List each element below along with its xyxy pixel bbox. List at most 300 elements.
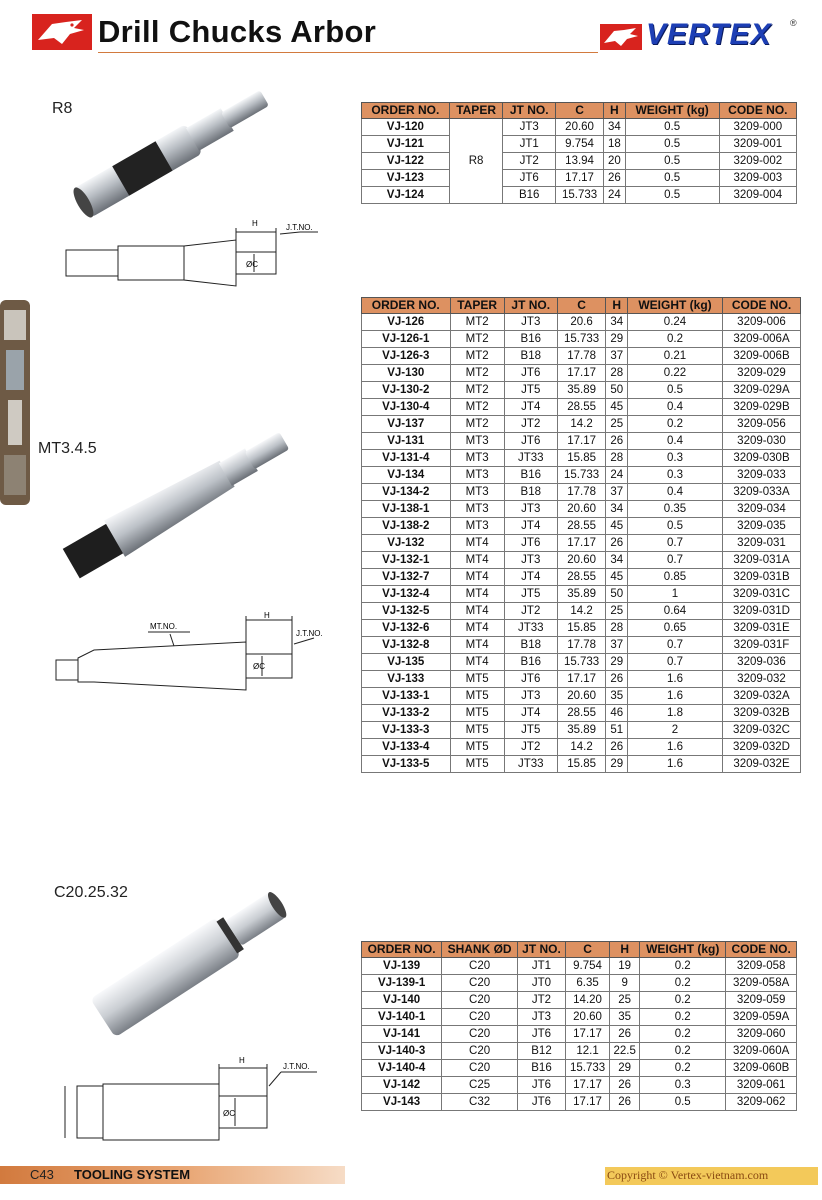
table-cell: MT5 xyxy=(450,705,504,722)
table-cell: JT4 xyxy=(504,518,557,535)
column-header: JT NO. xyxy=(518,942,566,958)
table-cell: 3209-029A xyxy=(722,382,800,399)
table-cell: 9.754 xyxy=(565,958,609,975)
table-cell: 0.7 xyxy=(628,654,723,671)
table-cell: JT6 xyxy=(518,1026,566,1043)
table-cell: JT5 xyxy=(504,586,557,603)
table-row xyxy=(362,348,801,365)
table-cell: 50 xyxy=(606,382,628,399)
table-cell: JT33 xyxy=(504,620,557,637)
table-cell: 0.7 xyxy=(628,552,723,569)
table-cell: B16 xyxy=(504,654,557,671)
table-cell: 3209-003 xyxy=(719,170,796,187)
column-header: JT NO. xyxy=(503,103,555,119)
table-row xyxy=(362,671,801,688)
table-cell: 0.7 xyxy=(628,637,723,654)
table-row xyxy=(362,433,801,450)
table-cell: JT2 xyxy=(503,153,555,170)
table-cell: 26 xyxy=(604,170,625,187)
table-cell: 0.2 xyxy=(628,416,723,433)
table-cell: 3209-030B xyxy=(722,450,800,467)
table-cell: 3209-062 xyxy=(726,1094,797,1111)
table-cell: 35.89 xyxy=(557,722,606,739)
column-header: TAPER xyxy=(449,103,503,119)
table-cell: JT6 xyxy=(504,433,557,450)
table-cell: 0.65 xyxy=(628,620,723,637)
table-cell: 37 xyxy=(606,348,628,365)
table-cell: C20 xyxy=(442,975,518,992)
table-cell: 3209-030 xyxy=(722,433,800,450)
table-cell: 1 xyxy=(628,586,723,603)
table-cell: 3209-032C xyxy=(722,722,800,739)
table-row xyxy=(362,153,797,170)
table-cell: 0.21 xyxy=(628,348,723,365)
table-cell: 14.2 xyxy=(557,739,606,756)
table-cell: 17.78 xyxy=(557,484,606,501)
c-spec-table xyxy=(361,941,797,1111)
table-cell: 3209-032A xyxy=(722,688,800,705)
table-cell: JT6 xyxy=(518,1077,566,1094)
table-cell: 3209-056 xyxy=(722,416,800,433)
table-cell: VJ-132-7 xyxy=(362,569,451,586)
table-cell: 20.6 xyxy=(557,314,606,331)
table-cell: VJ-140-1 xyxy=(362,1009,442,1026)
table-cell: JT2 xyxy=(504,416,557,433)
table-cell: MT2 xyxy=(450,314,504,331)
table-cell: MT4 xyxy=(450,620,504,637)
table-row xyxy=(362,416,801,433)
table-cell: VJ-132-5 xyxy=(362,603,451,620)
table-row xyxy=(362,331,801,348)
table-cell: VJ-120 xyxy=(362,119,450,136)
table-row xyxy=(362,136,797,153)
column-header: CODE NO. xyxy=(726,942,797,958)
table-row xyxy=(362,552,801,569)
table-cell: 3209-031D xyxy=(722,603,800,620)
table-cell: JT3 xyxy=(504,552,557,569)
table-cell: 15.733 xyxy=(557,654,606,671)
table-cell: 0.85 xyxy=(628,569,723,586)
table-cell: JT6 xyxy=(504,535,557,552)
table-cell: 34 xyxy=(606,552,628,569)
table-cell: 3209-001 xyxy=(719,136,796,153)
table-cell: 20.60 xyxy=(557,501,606,518)
table-cell: VJ-126-3 xyxy=(362,348,451,365)
table-row xyxy=(362,654,801,671)
table-cell: VJ-126 xyxy=(362,314,451,331)
table-cell: 28.55 xyxy=(557,705,606,722)
table-cell: 20 xyxy=(604,153,625,170)
table-cell: 17.78 xyxy=(557,348,606,365)
table-cell: 17.17 xyxy=(557,535,606,552)
table-cell: 0.5 xyxy=(625,119,719,136)
table-cell: 51 xyxy=(606,722,628,739)
table-cell: 20.60 xyxy=(557,552,606,569)
table-cell: MT3 xyxy=(450,501,504,518)
table-cell: VJ-140-4 xyxy=(362,1060,442,1077)
table-cell: 25 xyxy=(606,416,628,433)
table-cell: 0.5 xyxy=(625,187,719,204)
brand-logo xyxy=(600,20,800,56)
table-cell: 15.85 xyxy=(557,756,606,773)
table-cell: 3209-029 xyxy=(722,365,800,382)
r8-dimension-drawing xyxy=(60,210,330,300)
mt-c-label: ØC xyxy=(253,662,265,671)
table-cell: 15.733 xyxy=(557,331,606,348)
column-header: ORDER NO. xyxy=(362,942,442,958)
table-cell: 0.2 xyxy=(640,1009,726,1026)
table-cell: 29 xyxy=(606,331,628,348)
r8-spec-table xyxy=(361,102,797,204)
table-cell: 46 xyxy=(606,705,628,722)
table-cell: VJ-122 xyxy=(362,153,450,170)
table-cell: 3209-006A xyxy=(722,331,800,348)
table-row xyxy=(362,992,797,1009)
page-title: Drill Chucks Arbor xyxy=(98,14,377,49)
table-cell: 6.35 xyxy=(565,975,609,992)
table-row xyxy=(362,688,801,705)
table-cell: 50 xyxy=(606,586,628,603)
r8-c-label: ØC xyxy=(246,260,258,269)
table-row xyxy=(362,637,801,654)
table-cell: 3209-058 xyxy=(726,958,797,975)
table-cell: VJ-139 xyxy=(362,958,442,975)
table-cell: 9 xyxy=(610,975,640,992)
table-cell: MT4 xyxy=(450,569,504,586)
table-row xyxy=(362,603,801,620)
table-cell: 45 xyxy=(606,569,628,586)
column-header: WEIGHT (kg) xyxy=(628,298,723,314)
table-cell: 35.89 xyxy=(557,382,606,399)
table-cell: 24 xyxy=(604,187,625,204)
column-header: C xyxy=(557,298,606,314)
table-cell: C20 xyxy=(442,1009,518,1026)
table-cell: 3209-031F xyxy=(722,637,800,654)
table-cell: JT5 xyxy=(504,382,557,399)
mt-arbor-photo xyxy=(45,420,315,585)
column-header: C xyxy=(555,103,603,119)
table-cell: 3209-006 xyxy=(722,314,800,331)
table-cell: 3209-033 xyxy=(722,467,800,484)
table-cell: 3209-036 xyxy=(722,654,800,671)
table-cell: MT3 xyxy=(450,518,504,535)
table-row xyxy=(362,958,797,975)
column-header: C xyxy=(565,942,609,958)
column-header: WEIGHT (kg) xyxy=(640,942,726,958)
table-cell: 26 xyxy=(610,1026,640,1043)
table-cell: 3209-031A xyxy=(722,552,800,569)
table-cell: VJ-123 xyxy=(362,170,450,187)
table-cell: 14.2 xyxy=(557,416,606,433)
r8-jt-label: J.T.NO. xyxy=(286,223,313,232)
table-cell: JT6 xyxy=(518,1094,566,1111)
table-cell: VJ-134 xyxy=(362,467,451,484)
table-cell: MT4 xyxy=(450,603,504,620)
table-cell: JT33 xyxy=(504,450,557,467)
table-cell: JT3 xyxy=(504,688,557,705)
table-cell: VJ-131 xyxy=(362,433,451,450)
table-cell: MT4 xyxy=(450,637,504,654)
table-cell: 0.4 xyxy=(628,399,723,416)
table-row xyxy=(362,119,797,136)
column-header: H xyxy=(610,942,640,958)
c-arbor-photo xyxy=(70,880,330,1030)
table-cell: 0.2 xyxy=(640,975,726,992)
table-cell: 17.17 xyxy=(555,170,603,187)
table-cell: JT3 xyxy=(504,314,557,331)
table-cell: 0.2 xyxy=(640,958,726,975)
table-row xyxy=(362,399,801,416)
table-cell: VJ-138-2 xyxy=(362,518,451,535)
table-cell: 3209-031C xyxy=(722,586,800,603)
table-cell: 0.5 xyxy=(640,1094,726,1111)
table-cell: 34 xyxy=(604,119,625,136)
table-cell: B16 xyxy=(504,331,557,348)
mt-no-label: MT.NO. xyxy=(150,622,178,631)
table-cell: MT2 xyxy=(450,382,504,399)
table-cell: 19 xyxy=(610,958,640,975)
table-row xyxy=(362,705,801,722)
table-cell: 13.94 xyxy=(555,153,603,170)
table-cell: JT2 xyxy=(504,603,557,620)
table-cell: B18 xyxy=(504,484,557,501)
table-cell: 35.89 xyxy=(557,586,606,603)
table-cell: C20 xyxy=(442,1043,518,1060)
table-cell: 28.55 xyxy=(557,569,606,586)
table-cell: 0.5 xyxy=(628,382,723,399)
table-cell: 45 xyxy=(606,399,628,416)
table-cell: MT2 xyxy=(450,331,504,348)
column-header: CODE NO. xyxy=(722,298,800,314)
table-cell: 45 xyxy=(606,518,628,535)
table-cell: JT4 xyxy=(504,705,557,722)
table-cell: VJ-142 xyxy=(362,1077,442,1094)
table-cell: VJ-140-3 xyxy=(362,1043,442,1060)
table-cell: JT2 xyxy=(504,739,557,756)
table-cell: 24 xyxy=(606,467,628,484)
table-cell: 25 xyxy=(606,603,628,620)
table-cell: 37 xyxy=(606,637,628,654)
table-cell: VJ-133-5 xyxy=(362,756,451,773)
r8-h-label: H xyxy=(252,219,258,228)
table-cell: 0.64 xyxy=(628,603,723,620)
table-row xyxy=(362,170,797,187)
table-cell: 0.2 xyxy=(640,992,726,1009)
table-cell: 17.17 xyxy=(557,365,606,382)
table-cell: 17.17 xyxy=(565,1094,609,1111)
table-cell: MT3 xyxy=(450,467,504,484)
table-cell: 28.55 xyxy=(557,518,606,535)
table-cell: C25 xyxy=(442,1077,518,1094)
table-cell: VJ-138-1 xyxy=(362,501,451,518)
table-cell: MT4 xyxy=(450,552,504,569)
taper-merged-cell: R8 xyxy=(449,119,503,204)
table-cell: MT5 xyxy=(450,671,504,688)
table-cell: VJ-133-3 xyxy=(362,722,451,739)
table-cell: 3209-034 xyxy=(722,501,800,518)
table-row xyxy=(362,314,801,331)
table-cell: VJ-132-6 xyxy=(362,620,451,637)
table-cell: 0.22 xyxy=(628,365,723,382)
mt-jt-label: J.T.NO. xyxy=(296,629,323,638)
eagle-logo-icon xyxy=(32,14,92,50)
table-cell: 17.17 xyxy=(557,433,606,450)
table-cell: VJ-135 xyxy=(362,654,451,671)
table-cell: 26 xyxy=(606,739,628,756)
table-cell: VJ-130-2 xyxy=(362,382,451,399)
table-row xyxy=(362,365,801,382)
table-cell: JT4 xyxy=(504,569,557,586)
r8-arbor-photo xyxy=(55,80,295,210)
table-row xyxy=(362,535,801,552)
table-cell: C20 xyxy=(442,958,518,975)
table-cell: VJ-124 xyxy=(362,187,450,204)
table-cell: 0.5 xyxy=(625,153,719,170)
table-cell: 3209-032 xyxy=(722,671,800,688)
table-cell: 28 xyxy=(606,620,628,637)
table-cell: VJ-131-4 xyxy=(362,450,451,467)
table-row xyxy=(362,1077,797,1094)
table-cell: 0.24 xyxy=(628,314,723,331)
table-row xyxy=(362,975,797,992)
table-cell: MT5 xyxy=(450,756,504,773)
column-header: ORDER NO. xyxy=(362,103,450,119)
table-cell: B18 xyxy=(504,637,557,654)
table-cell: VJ-132 xyxy=(362,535,451,552)
table-cell: 3209-031 xyxy=(722,535,800,552)
table-cell: JT4 xyxy=(504,399,557,416)
table-cell: VJ-130-4 xyxy=(362,399,451,416)
table-cell: 0.3 xyxy=(628,467,723,484)
table-cell: 35 xyxy=(610,1009,640,1026)
column-header: CODE NO. xyxy=(719,103,796,119)
table-cell: 3209-059A xyxy=(726,1009,797,1026)
table-cell: 3209-032E xyxy=(722,756,800,773)
table-cell: JT6 xyxy=(503,170,555,187)
table-cell: B12 xyxy=(518,1043,566,1060)
table-cell: 0.4 xyxy=(628,433,723,450)
column-header: H xyxy=(606,298,628,314)
table-cell: JT5 xyxy=(504,722,557,739)
table-cell: MT2 xyxy=(450,348,504,365)
table-cell: MT3 xyxy=(450,433,504,450)
table-cell: B18 xyxy=(504,348,557,365)
table-cell: 17.78 xyxy=(557,637,606,654)
table-cell: 3209-060A xyxy=(726,1043,797,1060)
table-cell: VJ-132-1 xyxy=(362,552,451,569)
table-row xyxy=(362,450,801,467)
c-dimension-drawing xyxy=(55,1050,335,1155)
table-cell: JT33 xyxy=(504,756,557,773)
table-row xyxy=(362,518,801,535)
table-cell: VJ-132-4 xyxy=(362,586,451,603)
table-cell: VJ-139-1 xyxy=(362,975,442,992)
table-cell: C32 xyxy=(442,1094,518,1111)
table-cell: 1.8 xyxy=(628,705,723,722)
page-number: C43 xyxy=(30,1167,54,1182)
table-cell: 0.2 xyxy=(628,331,723,348)
table-row xyxy=(362,467,801,484)
table-cell: VJ-137 xyxy=(362,416,451,433)
table-cell: VJ-133 xyxy=(362,671,451,688)
column-header: WEIGHT (kg) xyxy=(625,103,719,119)
table-cell: 28 xyxy=(606,365,628,382)
table-cell: JT1 xyxy=(503,136,555,153)
table-cell: 0.4 xyxy=(628,484,723,501)
table-cell: VJ-126-1 xyxy=(362,331,451,348)
table-cell: VJ-141 xyxy=(362,1026,442,1043)
table-cell: 26 xyxy=(606,671,628,688)
table-cell: 17.17 xyxy=(565,1026,609,1043)
table-cell: 26 xyxy=(610,1094,640,1111)
table-cell: VJ-130 xyxy=(362,365,451,382)
table-row xyxy=(362,501,801,518)
table-cell: C20 xyxy=(442,992,518,1009)
column-header: ORDER NO. xyxy=(362,298,451,314)
table-cell: 17.17 xyxy=(565,1077,609,1094)
brand-wordmark: VERTEX xyxy=(646,18,772,51)
mt-dimension-drawing xyxy=(50,610,323,700)
table-cell: 17.17 xyxy=(557,671,606,688)
table-cell: 34 xyxy=(606,314,628,331)
table-cell: MT5 xyxy=(450,722,504,739)
table-row xyxy=(362,586,801,603)
table-cell: 35 xyxy=(606,688,628,705)
table-cell: MT2 xyxy=(450,399,504,416)
table-cell: 2 xyxy=(628,722,723,739)
table-cell: 29 xyxy=(606,654,628,671)
section-label-mt: MT3.4.5 xyxy=(38,440,97,457)
table-cell: MT5 xyxy=(450,739,504,756)
table-row xyxy=(362,187,797,204)
mt-h-label: H xyxy=(264,611,270,620)
table-cell: 0.2 xyxy=(640,1026,726,1043)
c-jt-label: J.T.NO. xyxy=(283,1062,310,1071)
table-cell: 15.85 xyxy=(557,450,606,467)
table-cell: 3209-060 xyxy=(726,1026,797,1043)
table-row xyxy=(362,382,801,399)
table-cell: C20 xyxy=(442,1060,518,1077)
table-cell: 1.6 xyxy=(628,671,723,688)
brand-eagle-icon xyxy=(600,24,642,50)
table-cell: 29 xyxy=(610,1060,640,1077)
table-row xyxy=(362,484,801,501)
table-cell: 0.3 xyxy=(628,450,723,467)
table-cell: 1.6 xyxy=(628,756,723,773)
table-cell: 0.2 xyxy=(640,1060,726,1077)
table-cell: 0.35 xyxy=(628,501,723,518)
table-cell: 28 xyxy=(606,450,628,467)
registered-mark: ® xyxy=(790,18,797,28)
table-row xyxy=(362,1094,797,1111)
table-cell: 1.6 xyxy=(628,739,723,756)
table-cell: B16 xyxy=(503,187,555,204)
c-c-label: ØC xyxy=(223,1109,235,1118)
table-cell: 3209-035 xyxy=(722,518,800,535)
table-cell: 0.5 xyxy=(628,518,723,535)
side-photo-strip xyxy=(0,300,30,505)
table-row xyxy=(362,1043,797,1060)
table-cell: 3209-031B xyxy=(722,569,800,586)
table-cell: 3209-006B xyxy=(722,348,800,365)
table-cell: VJ-134-2 xyxy=(362,484,451,501)
table-cell: JT6 xyxy=(504,365,557,382)
column-header: TAPER xyxy=(450,298,504,314)
table-cell: 3209-002 xyxy=(719,153,796,170)
table-cell: 3209-032B xyxy=(722,705,800,722)
table-cell: 26 xyxy=(606,535,628,552)
table-cell: VJ-143 xyxy=(362,1094,442,1111)
